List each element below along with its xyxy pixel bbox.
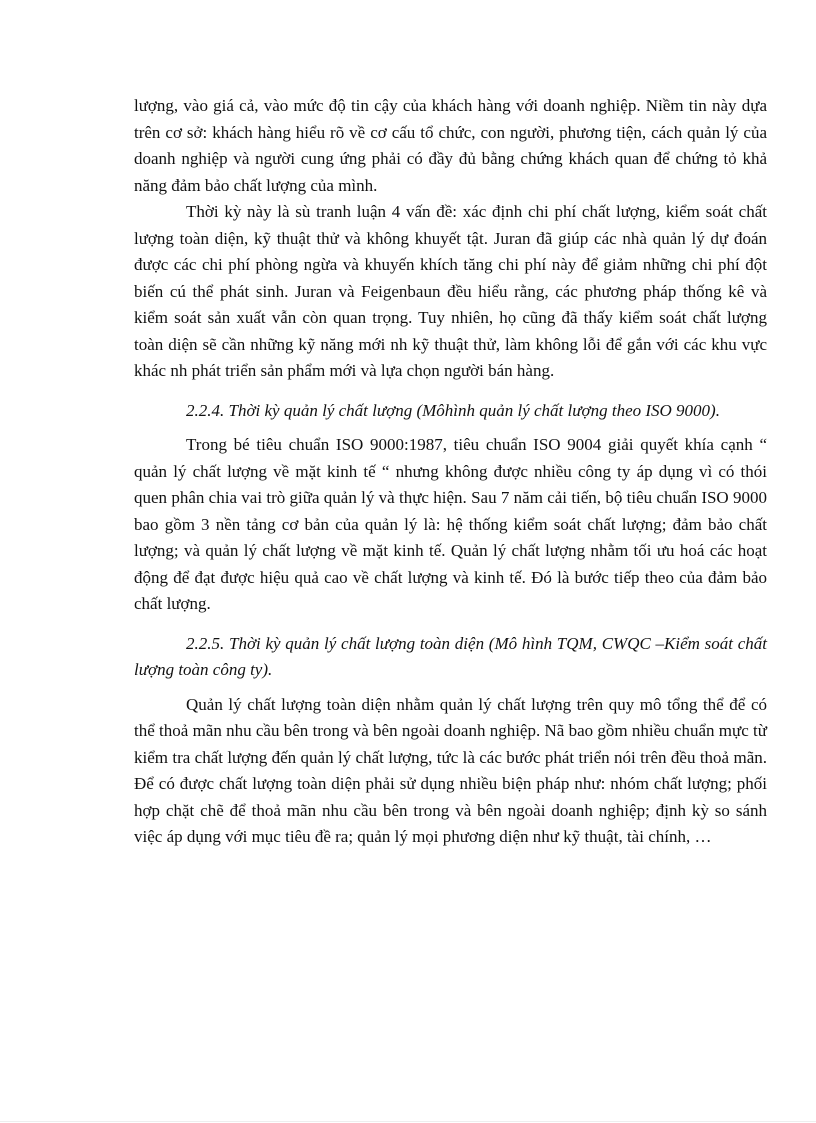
section-heading-2-2-4: 2.2.4. Thời kỳ quản lý chất lượng (Môhình quản lý chất lượng theo ISO 9000). bbox=[186, 400, 720, 420]
paragraph-quality-cost-debate: Thời kỳ này là sù tranh luận 4 vấn đề: xác định chi phí chất lượng, kiểm soát chất lượng toàn diện, kỹ thuật thử và không khuyết tật. Juran đã giúp các nhà quản lý dự đoán được các chi phí phòng ngừa và khuyến khích tăng chi phí này để giảm những chi phí đột biến cú thể phát sinh. Juran và Feigenbaun đều hiểu rằng, các phương pháp thống kê và kiểm soát sản xuất vẫn còn quan trọng. Tuy nhiên, họ cũng đã thấy kiểm soát chất lượng toàn diện sẽ cần những kỹ năng mới nh kỹ thuật thử, làm không lỗi để gắn với các khu vực khác nh phát triển sản phẩm mới và lựa chọn người bán hàng. bbox=[134, 202, 767, 380]
paragraph-tqm: Quản lý chất lượng toàn diện nhằm quản lý chất lượng trên quy mô tổng thể để có thể thoả mãn nhu cầu bên trong và bên ngoài doanh nghiệp. Nã bao gồm nhiều chuẩn mực từ kiểm tra chất lượng đến quản lý chất lượng, tức là các bước phát triển nói trên đều thoả mãn. Để có được chất lượng toàn diện phải sử dụng nhiều biện pháp như: nhóm chất lượng; phối hợp chặt chẽ để thoả mãn nhu cầu bên trong và bên ngoài doanh nghiệp; định kỳ so sánh việc áp dụng với mục tiêu đề ra; quản lý mọi phương diện như kỹ thuật, tài chính, … bbox=[134, 694, 767, 846]
section-heading-2-2-5: 2.2.5. Thời kỳ quản lý chất lượng toàn diện (Mô hình TQM, CWQC –Kiểm soát chất lượng toàn công ty). bbox=[134, 633, 767, 679]
paragraph-iso-9000: Trong bé tiêu chuẩn ISO 9000:1987, tiêu chuẩn ISO 9004 giải quyết khía cạnh “ quản lý chất lượng về mặt kinh tế “ nhưng không được nhiều công ty áp dụng vì có thói quen phân chia vai trò giữa quản lý và thực hiện. Sau 7 năm cải tiến, bộ tiêu chuẩn ISO 9000 bao gồm 3 nền tảng cơ bản của quản lý là: hệ thống kiểm soát chất lượng; đảm bảo chất lượng; và quản lý chất lượng về mặt kinh tế. Quản lý chất lượng nhằm tối ưu hoá các hoạt động để đạt được hiệu quả cao về chất lượng và kinh tế. Đó là bước tiếp theo của đảm bảo chất lượng. bbox=[134, 435, 767, 613]
text-column bbox=[134, 93, 767, 851]
paragraph-continuation: lượng, vào giá cả, vào mức độ tin cậy của khách hàng với doanh nghiệp. Niềm tin này dựa trên cơ sở: khách hàng hiểu rõ về cơ cấu tổ chức, con người, phương tiện, cách quản lý của doanh nghiệp và người cung ứng phải có đầy đủ bằng chứng khách quan để chứng tỏ khả năng đảm bảo chất lượng của mình. bbox=[134, 96, 767, 195]
page-bottom-edge bbox=[0, 1121, 816, 1122]
